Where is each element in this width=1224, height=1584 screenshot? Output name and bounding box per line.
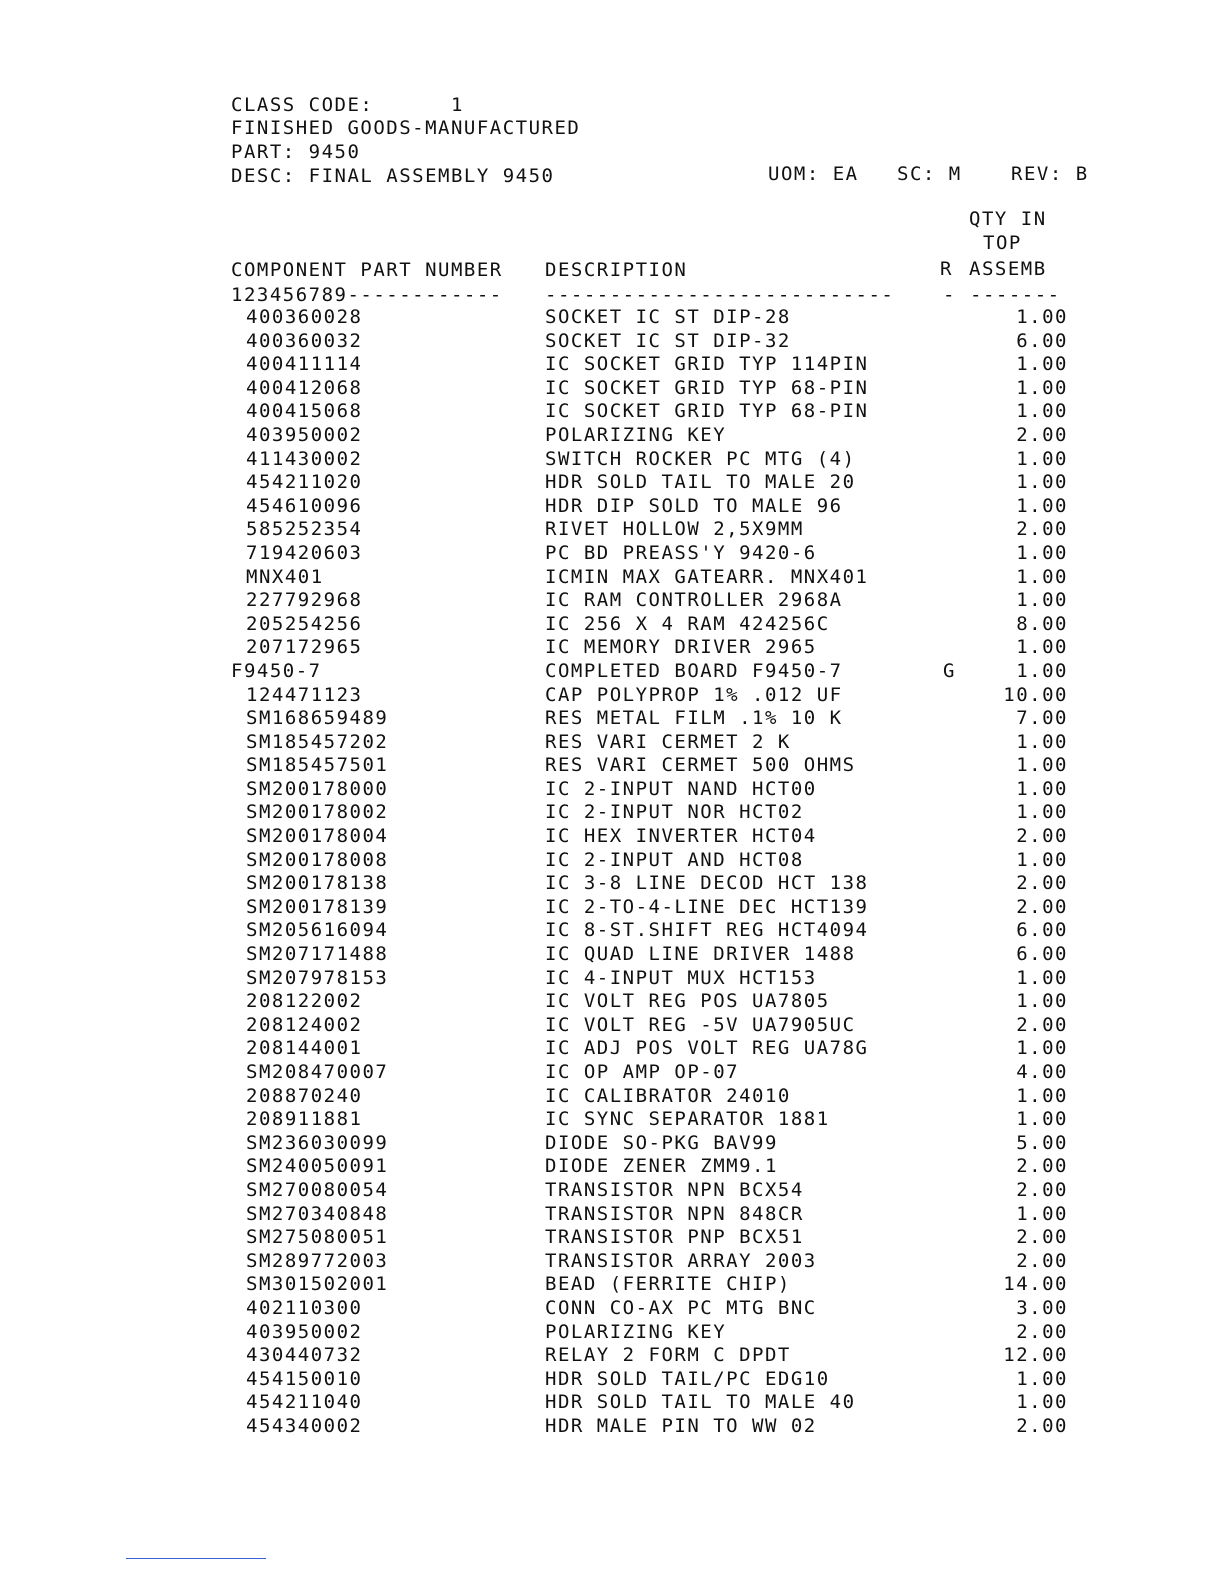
- table-row: [0, 566, 1224, 590]
- component-description: IC HEX INVERTER HCT04: [545, 825, 817, 848]
- qty-in-top-assembly: 1.00: [1016, 565, 1068, 588]
- component-description: IC ADJ POS VOLT REG UA78G: [545, 1037, 869, 1060]
- table-row: [0, 1391, 1224, 1415]
- component-part-number: SM185457202: [246, 730, 389, 753]
- component-part-number: SM185457501: [246, 754, 389, 777]
- component-part-number: 207172965: [246, 636, 363, 659]
- table-row: [0, 1321, 1224, 1345]
- component-part-number: 402110300: [246, 1296, 363, 1319]
- qty-in-top-assembly: 1.00: [1016, 659, 1068, 682]
- description-rule: ---------------------------: [545, 284, 895, 306]
- table-row: [0, 424, 1224, 448]
- qty-in-top-assembly: 7.00: [1016, 707, 1068, 730]
- table-row: [0, 1014, 1224, 1038]
- table-row: [0, 1368, 1224, 1392]
- table-row: [0, 731, 1224, 755]
- qty-header-line2: TOP: [983, 232, 1022, 254]
- component-description: IC MEMORY DRIVER 2965: [545, 636, 817, 659]
- component-part-number: SM270340848: [246, 1202, 389, 1225]
- description-header: DESCRIPTION: [545, 259, 688, 281]
- qty-in-top-assembly: 12.00: [1003, 1344, 1068, 1367]
- table-row: [0, 1344, 1224, 1368]
- component-part-number: 719420603: [246, 541, 363, 564]
- component-part-number: SM207171488: [246, 943, 389, 966]
- r-code: G: [943, 659, 956, 682]
- qty-in-top-assembly: 1.00: [1016, 801, 1068, 824]
- qty-in-top-assembly: 2.00: [1016, 1320, 1068, 1343]
- table-row: [0, 1108, 1224, 1132]
- component-part-number: SM236030099: [246, 1131, 389, 1154]
- class-code: CLASS CODE: 1: [231, 94, 464, 116]
- qty-in-top-assembly: 14.00: [1003, 1273, 1068, 1296]
- component-description: IC OP AMP OP-07: [545, 1061, 740, 1083]
- qty-in-top-assembly: 2.00: [1016, 1178, 1068, 1201]
- qty-in-top-assembly: 2.00: [1016, 872, 1068, 895]
- component-description: RES VARI CERMET 2 K: [545, 730, 791, 753]
- qty-in-top-assembly: 1.00: [1016, 754, 1068, 777]
- component-part-number: 208122002: [246, 990, 363, 1013]
- component-part-number: 403950002: [246, 423, 363, 446]
- qty-in-top-assembly: 2.00: [1016, 423, 1068, 446]
- qty-in-top-assembly: 1.00: [1016, 447, 1068, 470]
- component-part-number: SM275080051: [246, 1226, 389, 1249]
- qty-in-top-assembly: 1.00: [1016, 636, 1068, 659]
- qty-in-top-assembly: 1.00: [1016, 471, 1068, 494]
- component-rule: 123456789------------: [231, 284, 503, 306]
- component-description: TRANSISTOR NPN BCX54: [545, 1178, 804, 1201]
- table-row: [0, 330, 1224, 354]
- component-part-number: 454211040: [246, 1391, 363, 1414]
- component-description: IC SYNC SEPARATOR 1881: [545, 1108, 830, 1131]
- qty-in-top-assembly: 2.00: [1016, 518, 1068, 541]
- component-part-number: 454150010: [246, 1367, 363, 1390]
- table-row: [0, 967, 1224, 991]
- component-part-number: 454340002: [246, 1414, 363, 1437]
- qty-in-top-assembly: 1.00: [1016, 1202, 1068, 1225]
- component-description: IC 3-8 LINE DECOD HCT 138: [545, 872, 869, 895]
- component-description: PC BD PREASS'Y 9420-6: [545, 541, 817, 564]
- qty-in-top-assembly: 1.00: [1016, 306, 1068, 328]
- component-description: RES VARI CERMET 500 OHMS: [545, 754, 856, 777]
- component-part-number: SM240050091: [246, 1155, 389, 1178]
- qty-in-top-assembly: 1.00: [1016, 848, 1068, 871]
- component-part-number: SM200178004: [246, 825, 389, 848]
- table-row: [0, 1132, 1224, 1156]
- qty-in-top-assembly: 1.00: [1016, 400, 1068, 423]
- component-description: IC VOLT REG -5V UA7905UC: [545, 1013, 856, 1036]
- component-description: IC 2-TO-4-LINE DEC HCT139: [545, 895, 869, 918]
- table-row: [0, 872, 1224, 896]
- qty-in-top-assembly: 5.00: [1016, 1131, 1068, 1154]
- component-part-number: 400360032: [246, 329, 363, 352]
- table-row: [0, 707, 1224, 731]
- desc-line: DESC: FINAL ASSEMBLY 9450: [231, 165, 555, 187]
- table-row: [0, 400, 1224, 424]
- table-row: [0, 943, 1224, 967]
- table-row: [0, 1226, 1224, 1250]
- table-row: [0, 518, 1224, 542]
- qty-in-top-assembly: 1.00: [1016, 494, 1068, 517]
- component-part-number: 400360028: [246, 306, 363, 328]
- component-description: TRANSISTOR PNP BCX51: [545, 1226, 804, 1249]
- table-row: [0, 849, 1224, 873]
- qty-in-top-assembly: 1.00: [1016, 353, 1068, 376]
- component-description: HDR SOLD TAIL/PC EDG10: [545, 1367, 830, 1390]
- component-part-number: SM200178002: [246, 801, 389, 824]
- table-row: [0, 1085, 1224, 1109]
- component-description: IC QUAD LINE DRIVER 1488: [545, 943, 856, 966]
- component-description: DIODE ZENER ZMM9.1: [545, 1155, 778, 1178]
- table-row: [0, 589, 1224, 613]
- qty-in-top-assembly: 1.00: [1016, 1084, 1068, 1107]
- component-part-number: F9450-7: [231, 659, 322, 682]
- component-description: HDR DIP SOLD TO MALE 96: [545, 494, 843, 517]
- component-part-number: 124471123: [246, 683, 363, 706]
- table-row: [0, 471, 1224, 495]
- rev-label: REV: B: [1011, 163, 1089, 185]
- table-row: [0, 353, 1224, 377]
- component-description: COMPLETED BOARD F9450-7: [545, 659, 843, 682]
- qty-in-top-assembly: 2.00: [1016, 825, 1068, 848]
- component-description: CAP POLYPROP 1% .012 UF: [545, 683, 843, 706]
- component-description: BEAD (FERRITE CHIP): [545, 1273, 791, 1296]
- component-description: IC 2-INPUT AND HCT08: [545, 848, 804, 871]
- qty-header-line1: QTY IN: [969, 208, 1047, 230]
- qty-in-top-assembly: 4.00: [1016, 1061, 1068, 1083]
- qty-in-top-assembly: 10.00: [1003, 683, 1068, 706]
- table-row: [0, 495, 1224, 519]
- component-description: SOCKET IC ST DIP-28: [545, 306, 791, 328]
- component-description: IC 4-INPUT MUX HCT153: [545, 966, 817, 989]
- table-row: [0, 684, 1224, 708]
- table-row: [0, 377, 1224, 401]
- table-row: [0, 990, 1224, 1014]
- part-line: PART: 9450: [231, 141, 361, 163]
- component-description: IC SOCKET GRID TYP 68-PIN: [545, 376, 869, 399]
- component-part-number: 585252354: [246, 518, 363, 541]
- component-part-number: 430440732: [246, 1344, 363, 1367]
- qty-in-top-assembly: 1.00: [1016, 990, 1068, 1013]
- component-description: TRANSISTOR ARRAY 2003: [545, 1249, 817, 1272]
- component-description: ICMIN MAX GATEARR. MNX401: [545, 565, 869, 588]
- table-row: [0, 778, 1224, 802]
- table-row: [0, 825, 1224, 849]
- component-description: IC SOCKET GRID TYP 114PIN: [545, 353, 869, 376]
- component-part-number: SM205616094: [246, 919, 389, 942]
- component-description: IC 256 X 4 RAM 424256C: [545, 612, 830, 635]
- component-list: [0, 306, 1224, 1439]
- table-row: [0, 754, 1224, 778]
- qty-in-top-assembly: 1.00: [1016, 1108, 1068, 1131]
- r-rule: -: [943, 284, 956, 306]
- component-part-number: 205254256: [246, 612, 363, 635]
- qty-in-top-assembly: 1.00: [1016, 1367, 1068, 1390]
- component-part-number: SM200178139: [246, 895, 389, 918]
- component-description: IC 8-ST.SHIFT REG HCT4094: [545, 919, 869, 942]
- qty-in-top-assembly: 1.00: [1016, 376, 1068, 399]
- component-description: IC 2-INPUT NAND HCT00: [545, 777, 817, 800]
- component-part-number: 411430002: [246, 447, 363, 470]
- component-part-number: 208124002: [246, 1013, 363, 1036]
- component-description: POLARIZING KEY: [545, 1320, 727, 1343]
- table-row: [0, 919, 1224, 943]
- table-row: [0, 1061, 1224, 1085]
- table-row: [0, 1037, 1224, 1061]
- component-part-number: 400411114: [246, 353, 363, 376]
- component-description: SOCKET IC ST DIP-32: [545, 329, 791, 352]
- component-description: IC CALIBRATOR 24010: [545, 1084, 791, 1107]
- component-part-number: 400412068: [246, 376, 363, 399]
- component-part-number: 400415068: [246, 400, 363, 423]
- component-description: POLARIZING KEY: [545, 423, 727, 446]
- table-row: [0, 1297, 1224, 1321]
- qty-in-top-assembly: 1.00: [1016, 730, 1068, 753]
- qty-in-top-assembly: 1.00: [1016, 1391, 1068, 1414]
- table-row: [0, 1179, 1224, 1203]
- qty-in-top-assembly: 1.00: [1016, 777, 1068, 800]
- component-part-number: 208911881: [246, 1108, 363, 1131]
- qty-header-line3: ASSEMB: [969, 258, 1047, 280]
- component-part-number: 227792968: [246, 589, 363, 612]
- component-description: RIVET HOLLOW 2,5X9MM: [545, 518, 804, 541]
- component-description: HDR SOLD TAIL TO MALE 40: [545, 1391, 856, 1414]
- underline-mark: [126, 1558, 266, 1559]
- table-row: [0, 306, 1224, 330]
- qty-in-top-assembly: 6.00: [1016, 919, 1068, 942]
- component-part-number: SM207978153: [246, 966, 389, 989]
- component-header: COMPONENT PART NUMBER: [231, 259, 503, 281]
- component-description: IC SOCKET GRID TYP 68-PIN: [545, 400, 869, 423]
- component-description: HDR MALE PIN TO WW 02: [545, 1414, 817, 1437]
- component-part-number: SM200178000: [246, 777, 389, 800]
- sc-label: SC: M: [897, 163, 962, 185]
- qty-in-top-assembly: 2.00: [1016, 1013, 1068, 1036]
- category-line: FINISHED GOODS-MANUFACTURED: [231, 117, 581, 139]
- component-part-number: SM200178008: [246, 848, 389, 871]
- qty-in-top-assembly: 2.00: [1016, 1155, 1068, 1178]
- qty-rule: -------: [970, 284, 1061, 306]
- uom-label: UOM: EA: [768, 163, 859, 185]
- component-part-number: SM289772003: [246, 1249, 389, 1272]
- component-description: HDR SOLD TAIL TO MALE 20: [545, 471, 856, 494]
- component-description: RELAY 2 FORM C DPDT: [545, 1344, 791, 1367]
- qty-in-top-assembly: 6.00: [1016, 329, 1068, 352]
- component-part-number: 208870240: [246, 1084, 363, 1107]
- component-part-number: SM200178138: [246, 872, 389, 895]
- qty-in-top-assembly: 1.00: [1016, 966, 1068, 989]
- table-row: [0, 801, 1224, 825]
- qty-in-top-assembly: 1.00: [1016, 589, 1068, 612]
- component-description: CONN CO-AX PC MTG BNC: [545, 1296, 817, 1319]
- component-part-number: SM270080054: [246, 1178, 389, 1201]
- component-description: IC RAM CONTROLLER 2968A: [545, 589, 843, 612]
- component-part-number: 208144001: [246, 1037, 363, 1060]
- qty-in-top-assembly: 2.00: [1016, 895, 1068, 918]
- qty-in-top-assembly: 3.00: [1016, 1296, 1068, 1319]
- component-part-number: SM301502001: [246, 1273, 389, 1296]
- r-header: R: [940, 258, 953, 280]
- component-description: IC 2-INPUT NOR HCT02: [545, 801, 804, 824]
- component-part-number: SM208470007: [246, 1061, 389, 1083]
- component-description: DIODE SO-PKG BAV99: [545, 1131, 778, 1154]
- table-row: [0, 448, 1224, 472]
- qty-in-top-assembly: 2.00: [1016, 1226, 1068, 1249]
- table-row: [0, 542, 1224, 566]
- component-description: RES METAL FILM .1% 10 K: [545, 707, 843, 730]
- table-row: [0, 1273, 1224, 1297]
- table-row: [0, 636, 1224, 660]
- component-description: SWITCH ROCKER PC MTG (4): [545, 447, 856, 470]
- component-part-number: 454211020: [246, 471, 363, 494]
- table-row: [0, 1203, 1224, 1227]
- qty-in-top-assembly: 2.00: [1016, 1249, 1068, 1272]
- table-row: [0, 1250, 1224, 1274]
- component-part-number: MNX401: [246, 565, 324, 588]
- qty-in-top-assembly: 1.00: [1016, 1037, 1068, 1060]
- table-row: [0, 613, 1224, 637]
- table-row: [0, 660, 1224, 684]
- component-part-number: SM168659489: [246, 707, 389, 730]
- qty-in-top-assembly: 2.00: [1016, 1414, 1068, 1437]
- table-row: [0, 1155, 1224, 1179]
- qty-in-top-assembly: 8.00: [1016, 612, 1068, 635]
- component-part-number: 403950002: [246, 1320, 363, 1343]
- table-row: [0, 896, 1224, 920]
- table-row: [0, 1415, 1224, 1439]
- component-description: IC VOLT REG POS UA7805: [545, 990, 830, 1013]
- component-part-number: 454610096: [246, 494, 363, 517]
- component-description: TRANSISTOR NPN 848CR: [545, 1202, 804, 1225]
- qty-in-top-assembly: 1.00: [1016, 541, 1068, 564]
- qty-in-top-assembly: 6.00: [1016, 943, 1068, 966]
